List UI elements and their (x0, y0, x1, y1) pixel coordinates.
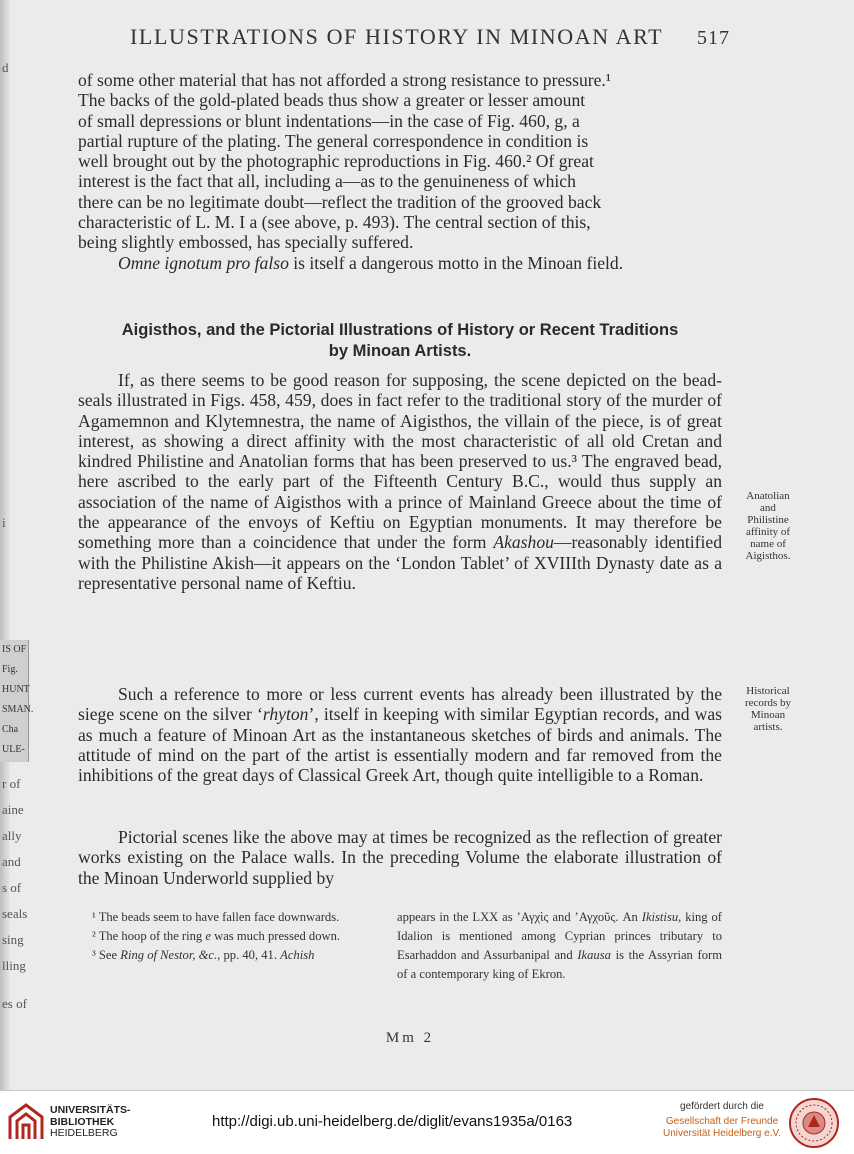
bleed-line: Cha (2, 724, 19, 735)
bleed-line: SMAN. (2, 704, 34, 715)
text-line: characteristic of L. M. I a (see above, p. 493). The central section of this, (78, 212, 591, 233)
bleed-line: es of (2, 996, 27, 1011)
text-line: partial rupture of the plating. The general correspondence in condition is (78, 130, 589, 151)
bleed-line: lling (2, 958, 26, 973)
bleed-line: and (2, 854, 21, 869)
text-line: well brought out by the photographic reproductions in Fig. 460.² Of great (78, 151, 594, 172)
bleed-line: sing (2, 932, 24, 947)
text-line: of small depressions or blunt indentations—in the case of Fig. 460, g, a (78, 110, 580, 131)
bleed-line: Fig. (2, 664, 18, 675)
sidenote-historical: Historical records by Minoan artists. (744, 685, 792, 733)
bleed-box (0, 640, 34, 762)
bleed-line: s of (2, 880, 22, 895)
bleed-line: IS OF (2, 644, 27, 655)
italic-rhyton: rhyton (262, 704, 309, 725)
bleed-line: seals (2, 906, 28, 921)
footnote-2: ² The hoop of the ring e was much pressed down. (92, 929, 341, 943)
bleed-line: aine (2, 802, 24, 817)
footnote-1: ¹ The beads seem to have fallen face downwards. (92, 910, 340, 924)
paragraph-1 (78, 70, 722, 273)
sidenote-anatolian: Anatolian and Philistine affinity of name of Aigisthos. (745, 490, 791, 562)
motto-line: Omne ignotum pro falso is itself a dangerous motto in the Minoan field. (118, 252, 624, 273)
facing-page-bleed (0, 0, 34, 1090)
running-title: ILLUSTRATIONS OF HISTORY IN MINOAN ART (130, 24, 664, 49)
footnotes-left (78, 908, 378, 965)
heading-line-1: Aigisthos, and the Pictorial Illustrations of History or Recent Traditions (121, 321, 679, 339)
bleed-line: HUNT (2, 684, 30, 695)
footnote-3-continued: appears in the LXX as ’Αγχὶς and ’Αγχοῦς. An Ikistisu, king of Idalion is mentioned among Cyprian princes tributary to Esarhaddon and Assurbanipal and Ikausa is the Assyrian form of a contemporary king of Ekron. (397, 910, 723, 981)
running-header (130, 24, 730, 56)
latin-motto: Omne ignotum pro falso (118, 252, 289, 273)
text-line: being slightly embossed, has specially suffered. (78, 232, 414, 253)
paragraph-2: If, as there seems to be good reason for supposing, the scene depicted on the bead-seals illustrated in Figs. 458, 459, does in fact refer to the traditional story of the murder of Agamemnon and Klytemnestra, the name of Aigisthos, the villain of the piece, is of great interest, as showing a direct affinity with the most characteristic of all old Cretan and kindred Philistine and Anatolian forms that has been preserved to us.³ The engraved bead, here ascribed to the early part of the Fifteenth Century B.C., would thus supply an association of the name of Aigisthos with a prince of Mainland Greece about the time of the appearance of the envoys of Keftiu on Egyptian monuments. It may therefore be something more than a coincidence that under the form Akashou—reasonably identified with the Philistine Akish—it appears on the ‘London Tablet’ of XVIIIth Dynasty date as a representative personal name of Keftiu. (78, 370, 722, 593)
signature-mark: Mm 2 (385, 1030, 435, 1046)
footnote-3: ³ See Ring of Nestor, &c., pp. 40, 41. Achish (92, 948, 315, 962)
heading-line-2: by Minoan Artists. (328, 342, 472, 360)
library-name: UNIVERSITÄTS- BIBLIOTHEK HEIDELBERG (50, 1104, 131, 1139)
paragraph-4: Pictorial scenes like the above may at times be recognized as the reflection of greater works existing on the Palace walls. In the preceding Volume the elaborate illustration of the Minoan Underworld supplied by (78, 827, 722, 888)
sponsor-credit: gefördert durch die Gesellschaft der Freunde Universität Heidelberg e.V. (662, 1101, 782, 1139)
page-number: 517 (697, 27, 730, 49)
viewer-footer-bar (0, 1090, 854, 1154)
bleed-line: r of (2, 776, 21, 791)
university-seal-icon (788, 1097, 840, 1149)
bleed-line: ally (2, 828, 22, 843)
section-heading (78, 320, 722, 362)
footnotes-right (397, 908, 722, 984)
text-line: interest is the fact that all, including a—as to the genuineness of which (78, 171, 576, 192)
text-line: of some other material that has not afforded a strong resistance to pressure.¹ (78, 70, 612, 90)
paragraph-3: Such a reference to more or less current events has already been illustrated by the siege scene on the silver ‘rhyton’, itself in keeping with similar Egyptian records, and was as much a feature of Minoan Art as the instantaneous sketches of birds and animals. The attitude of mind on the part of the artist is essentially modern and far removed from the inhibitions of the great days of Classical Greek Art, though quite intelligible to a Roman. (78, 684, 722, 786)
italic-akashou: Akashou (493, 532, 554, 553)
permalink-url[interactable]: http://digi.ub.uni-heidelberg.de/diglit/evans1935a/0163 (212, 1113, 573, 1130)
library-logo-icon (8, 1103, 44, 1141)
text-line: The backs of the gold-plated beads thus show a greater or lesser amount (78, 90, 586, 111)
bleed-letter: d (2, 60, 9, 75)
bleed-line: ULE- (2, 744, 25, 755)
bleed-letter: i (2, 515, 6, 530)
sponsor-name: Gesellschaft der Freunde Universität Heidelberg e.V. (662, 1116, 782, 1139)
text-line: there can be no legitimate doubt—reflect the tradition of the grooved back (78, 191, 602, 212)
